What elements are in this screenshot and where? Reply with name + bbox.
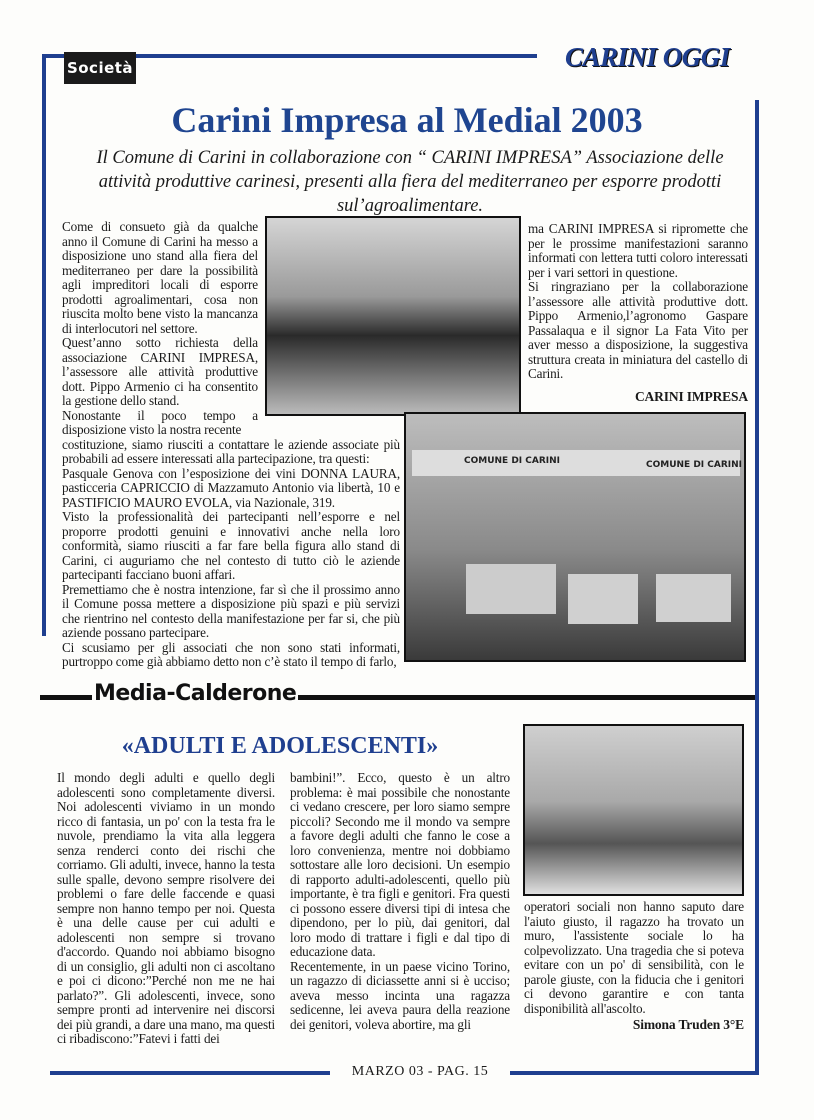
photo-classroom [523,724,744,896]
paragraph: Recentemente, in un paese vicino Torino, un ragazzo di diciassette anni si è ucciso; aveva messo incinta una ragazza sedicenne, lei aveva paura della reazione dei genitori, voleva abortire, ma gli [290,958,510,1032]
photo-stand [404,412,746,662]
article1-wide-text [62,438,400,670]
paragraph: Premettiamo che è nostra intenzione, far sì che il prossimo anno il Comune possa mettere a disposizione più spazi e più servizi che rientrino nel contesto della manifestazione per far si, che più aziende possano partecipare. [62,581,400,640]
paragraph: Visto la professionalità dei partecipanti nell’esporre e nel proporre prodotti genuini e innovativi anche nella loro conformità, siamo riusciti a far fare bella figura allo stand di Carini, ci auguriamo che nel contesto di tutto ciò le aziende partecipanti facciano buoni affari. [62,509,400,582]
paragraph: costituzione, siamo riusciti a contattare le aziende associate più probabili ad essere interessati alla partecipazione, tra questi: [62,436,400,466]
article2-column2 [290,771,510,1032]
article2-column3 [524,900,744,1033]
stand-sign-right: COMUNE DI CARINI [646,460,743,470]
article1-column1 [62,220,258,438]
paragraph: Quest’anno sotto richiesta della associazione CARINI IMPRESA, l’assessore alle attività produttive dott. Pippo Armenio ci ha consentito la gestione dello stand. [62,335,258,408]
masthead-logo: CARINI OGGI [565,42,730,72]
paragraph: Il mondo degli adulti e quello degli adolescenti sono completamente diversi. Noi adolescenti viviamo in un mondo ricco di fantasia, un po' con la testa fra le nuvole, prendiamo la vita alla leggera senza renderci conto dei rischi che corriamo. Gli adulti, invece, hanno la testa sulle spalle, devono sempre risolvere dei problemi o fare delle faccende e quasi sempre non hanno tempo per noi. Questa è una delle cause per cui adulti e adolescenti non sempre si trovano d'accordo. Quando noi abbiamo bisogno di un consiglio, gli adulti non ci ascoltano e poi ci dicono:”Perché non me ne hai parlato?”. Gli adolescenti, invece, sono sempre pronti ad intervenire nei discorsi dei più grandi, a dare una mano, ma questi ci ribadiscono:”Fatevi i fatti dei [57,770,275,1046]
section-tag: Società [64,52,136,84]
paragraph: Ci scusiamo per gli associati che non sono stati informati, purtroppo come già abbiamo detto non c’è stato il tempo di farlo, [62,639,400,669]
stand-sign-left: COMUNE DI CARINI [464,456,561,466]
paragraph: operatori sociali non hanno saputo dare l'aiuto giusto, il ragazzo ha trovato un muro, l'assistente sociale lo ha colpevolizzato. Una tragedia che si poteva evitare con un po' di sensibilità, con le parole giuste, con la fiducia che i genitori ci devono garantire e con tanta disponibilità all'ascolto. [524,899,744,1016]
paragraph: Nonostante il poco tempo a disposizione visto la nostra recente [62,407,258,437]
article-title: Carini Impresa al Medial 2003 [171,100,643,140]
paragraph: Pasquale Genova con l’esposizione dei vini DONNA LAURA, pasticceria CAPRICCIO di Mazzamuto Antonio via libertà, 10 e PASTIFICIO MAURO EVOLA, via Nazionale, 319. [62,465,400,510]
paragraph: Si ringraziano per la collaborazione l’assessore alle attività produttive dott. Pippo Armenio,l’agronomo Gaspare Passalaqua e il signor La Fata Vito per aver messo a disposizione, la suggestiva struttura creata in miniatura del castello di Carini. [528,279,748,381]
article2-title: «ADULTI E ADOLESCENTI» [121,733,439,759]
article1-column3 [528,222,748,404]
frame-right-line [755,100,759,1075]
paragraph: Come di consueto già da qualche anno il Comune di Carini ha messo a disposizione uno stand alla fiera del mediterraneo per dare la possibilità agli impreditori locali di esporre prodotti agroalimentari, cosa non riuscita molto bene visto la mancanza di interlocutori nel settore. [62,219,258,336]
article2-signature: Simona Truden 3°E [632,1017,744,1032]
article2-column1 [57,771,275,1047]
paragraph: bambini!”. Ecco, questo è un altro problema: è mai possibile che nonostante ci vedano crescere, per loro siamo sempre piccoli? Secondo me il mondo va sempre a favore degli adulti che fanno le cose a loro convenienza, mentre noi dobbiamo sottostare alle loro decisioni. Un esempio di rapporto adulti-adolescenti, quello più importante, è tra figli e genitori. Fra questi ci possono essere diversi tipi di intesa che dipendono, per lo più, dai genitori, dal loro modo di trattare i figli e dal tipo di educazione data. [290,770,510,959]
section-label: Media-Calderone [94,681,297,706]
article-subtitle: Il Comune di Carini in collaborazione con “ CARINI IMPRESA” Associazione delle attività produttive carinesi, presenti alla fiera del mediterraneo per esporre prodotti sul’agroalimentare. [96,148,724,216]
article1-signature: CARINI IMPRESA [634,388,748,404]
paragraph: ma CARINI IMPRESA si ripromette che per le prossime manifestazioni saranno informati con lettera tutti coloro interessati per i vari settori in questione. [528,221,748,280]
page-footer: MARZO 03 - PAG. 15 [330,1064,510,1080]
article1-left-text [62,220,400,670]
section-header-media-calderone [40,683,755,713]
frame-left-line [42,54,46,636]
